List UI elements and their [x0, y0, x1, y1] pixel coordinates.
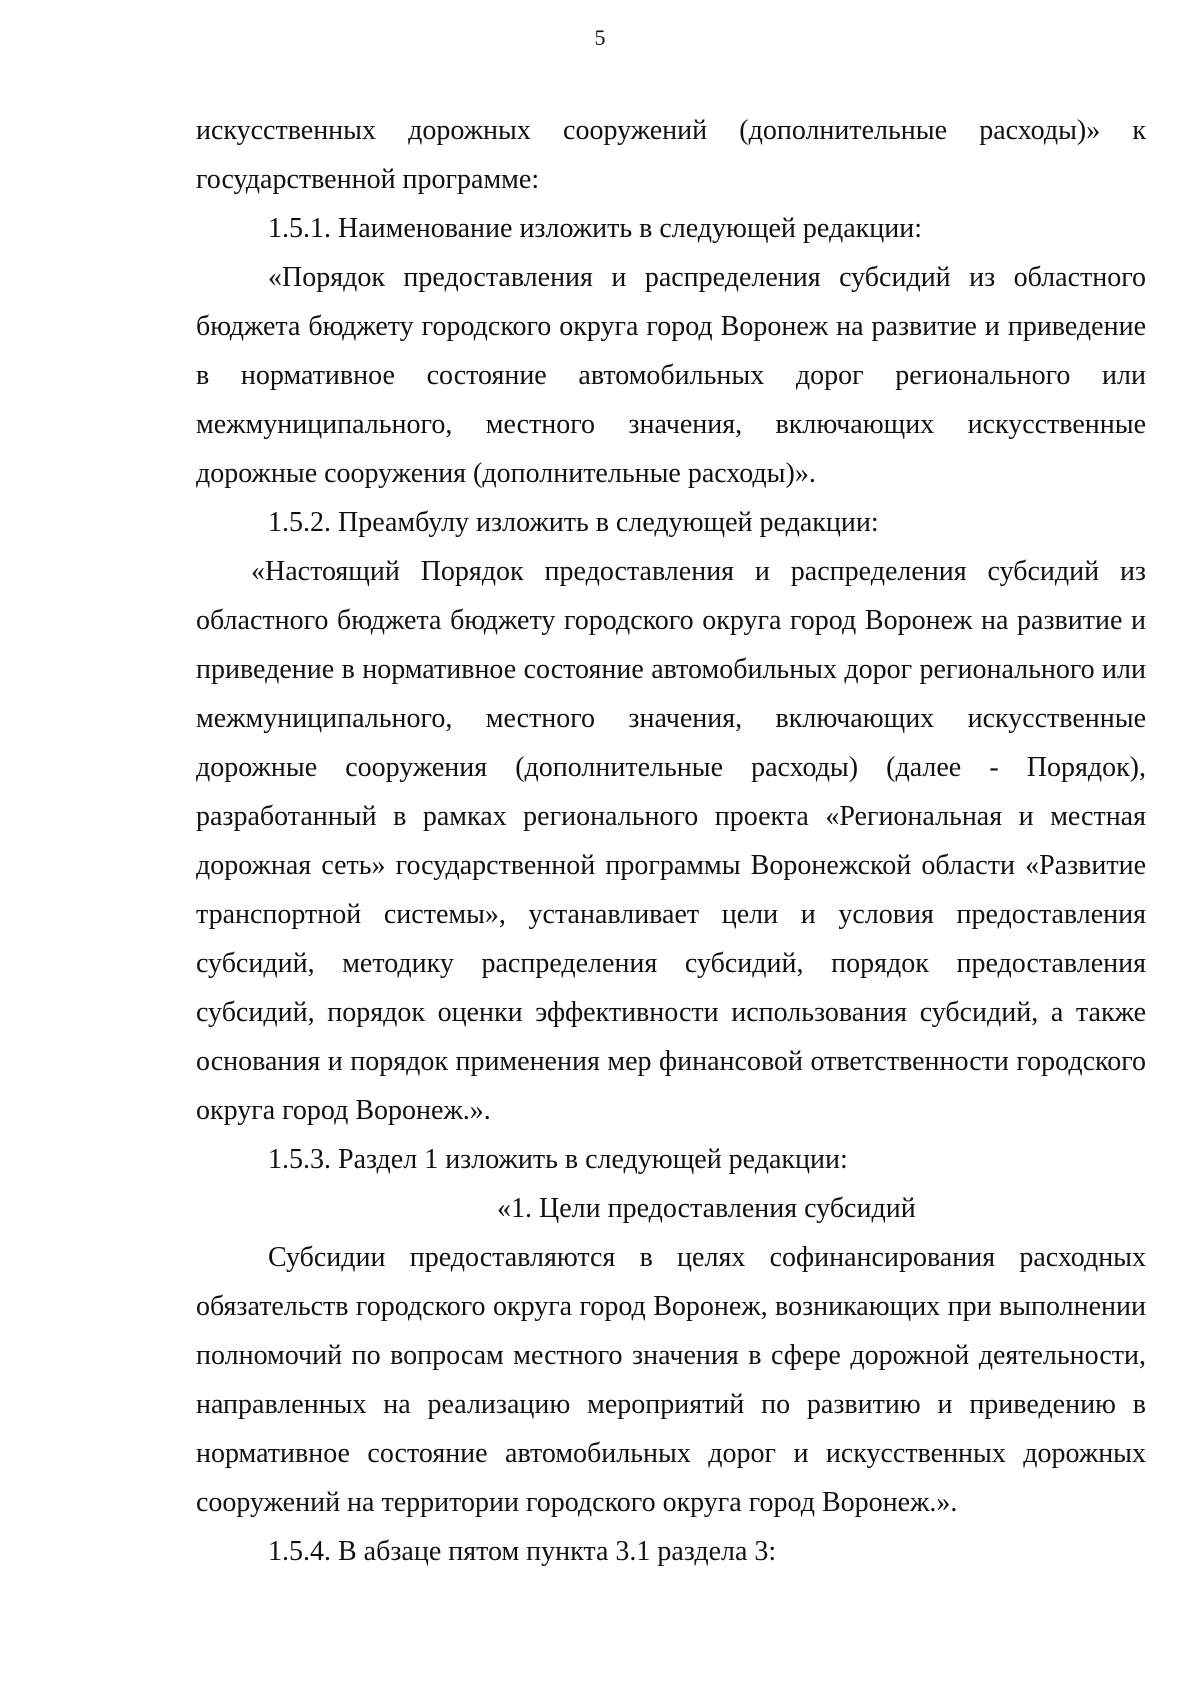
- paragraph-1-5-4: 1.5.4. В абзаце пятом пункта 3.1 раздела 3:: [268, 1536, 777, 1567]
- paragraph-continuation: искусственных дорожных сооружений (дополнительные расходы)» к государственной программе:: [196, 115, 1146, 195]
- paragraph-1-5-2: 1.5.2. Преамбулу изложить в следующей редакции:: [268, 507, 879, 538]
- paragraph-1-5-1: 1.5.1. Наименование изложить в следующей редакции:: [268, 213, 922, 244]
- paragraph-title-text: «Порядок предоставления и распределения субсидий из областного бюджета бюджету городского округа город Воронеж на развитие и приведение в нормативное состояние автомобильных дорог регионального или межмуниципального, местного значения, включающих искусственные дорожные сооружения (дополнительные расходы)».: [196, 262, 1146, 489]
- page-number: 5: [594, 25, 606, 50]
- paragraph-1-5-3: 1.5.3. Раздел 1 изложить в следующей редакции:: [268, 1144, 848, 1175]
- document-body: [196, 106, 1146, 1576]
- section-heading: «1. Цели предоставления субсидий: [497, 1193, 916, 1224]
- paragraph-preamble-text: «Настоящий Порядок предоставления и распределения субсидий из областного бюджета бюджету городского округа город Воронеж на развитие и приведение в нормативное состояние автомобильных дорог регионального или межмуниципального, местного значения, включающих искусственные дорожные сооружения (дополнительные расходы) (далее - Порядок), разработанный в рамках регионального проекта «Региональная и местная дорожная сеть» государственной программы Воронежской области «Развитие транспортной системы», устанавливает цели и условия предоставления субсидий, методику распределения субсидий, порядок предоставления субсидий, порядок оценки эффективности использования субсидий, а также основания и порядок применения мер финансовой ответственности городского округа город Воронеж.».: [196, 556, 1146, 1126]
- paragraph-section-text: Субсидии предоставляются в целях софинансирования расходных обязательств городского округа город Воронеж, возникающих при выполнении полномочий по вопросам местного значения в сфере дорожной деятельности, направленных на реализацию мероприятий по развитию и приведению в нормативное состояние автомобильных дорог и искусственных дорожных сооружений на территории городского округа город Воронеж.».: [196, 1242, 1146, 1518]
